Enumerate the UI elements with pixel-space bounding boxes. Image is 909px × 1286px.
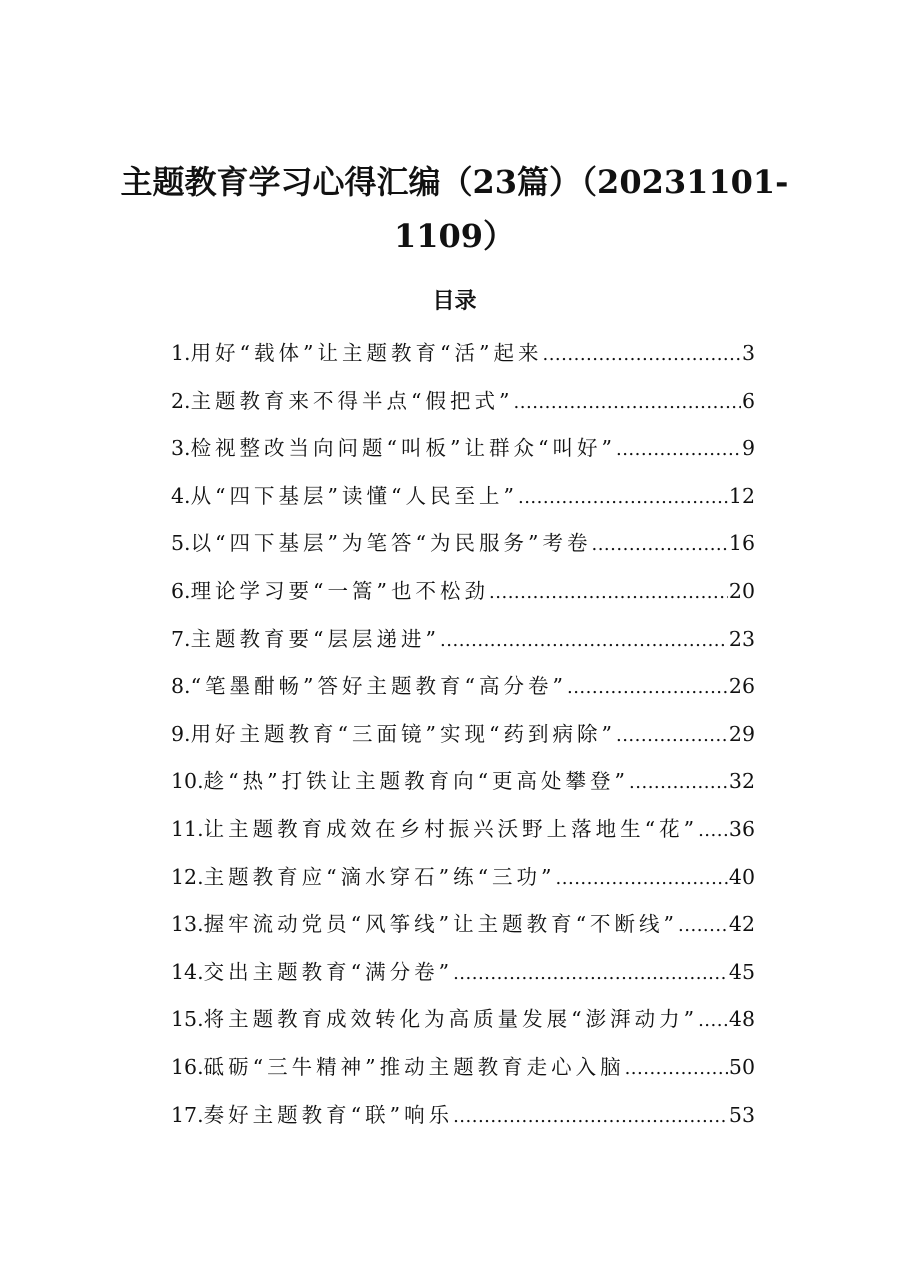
toc-entry-title: 砥砺“三牛精神”推动主题教育走心入脑 [203, 1054, 625, 1079]
toc-entry-15[interactable] [171, 999, 755, 1047]
toc-entry-number: 9. [171, 721, 191, 746]
toc-entry-number: 2. [171, 388, 191, 413]
toc-entry-title: 让主题教育成效在乡村振兴沃野上落地生“花” [203, 816, 699, 841]
toc-entry-11[interactable] [171, 809, 755, 857]
toc-dot-leader [440, 621, 728, 661]
toc-entry-number: 8. [171, 674, 191, 699]
toc-entry-number: 10. [171, 769, 204, 794]
toc-entry-title: 趁“热”打铁让主题教育向“更高处攀登” [203, 769, 630, 794]
toc-entry-title: 从“四下基层”读懂“人民至上” [190, 483, 518, 508]
toc-dot-leader [629, 763, 728, 803]
toc-entry-3[interactable] [171, 428, 755, 476]
toc-dot-leader [453, 954, 728, 994]
toc-entry-title: 用好“载体”让主题教育“活”起来 [190, 341, 543, 365]
toc-entry-number: 16. [171, 1054, 204, 1079]
toc-entry-title: 主题教育要“层层递进” [190, 626, 441, 651]
toc-entry-title: 交出主题教育“满分卷” [203, 959, 454, 984]
toc-entry-page: 29 [728, 721, 755, 746]
toc-entry-page: 16 [728, 531, 755, 556]
toc-entry-page: 40 [728, 864, 755, 889]
toc-entry-number: 15. [171, 1007, 204, 1032]
toc-entry-5[interactable] [171, 523, 755, 571]
toc-entry-number: 12. [171, 864, 204, 889]
toc-dot-leader [616, 430, 741, 470]
toc-entry-number: 3. [171, 436, 191, 461]
toc-entry-title: 将主题教育成效转化为高质量发展“澎湃动力” [203, 1007, 699, 1032]
toc-entry-number: 13. [171, 912, 204, 937]
toc-entry-number: 4. [171, 483, 191, 508]
toc-dot-leader [542, 335, 740, 375]
toc-entry-number: 6. [171, 578, 191, 603]
toc-entry-page: 42 [728, 912, 755, 937]
toc-entry-number: 11. [171, 816, 204, 841]
toc-heading: 目录 [432, 288, 477, 314]
toc-dot-leader [591, 525, 727, 565]
toc-dot-leader [698, 1001, 728, 1041]
toc-entry-1[interactable] [171, 333, 755, 381]
toc-entry-8[interactable] [171, 666, 755, 714]
toc-entry-13[interactable] [171, 904, 755, 952]
toc-dot-leader [616, 716, 728, 756]
toc-entry-page: 3 [741, 341, 755, 365]
toc-entry-number: 1. [171, 341, 191, 365]
toc-dot-leader [556, 859, 728, 899]
toc-entry-4[interactable] [171, 476, 755, 524]
toc-entry-title: 用好主题教育“三面镜”实现“药到病除” [190, 721, 616, 746]
toc-dot-leader [518, 478, 728, 518]
toc-entry-page: 45 [728, 959, 755, 984]
toc-entry-title: 检视整改当向问题“叫板”让群众“叫好” [190, 436, 616, 461]
toc-entry-page: 26 [728, 674, 755, 699]
toc-entry-2[interactable] [171, 381, 755, 429]
toc-dot-leader [514, 383, 741, 423]
page-title-line-2: 1109） [393, 217, 516, 255]
toc-dot-leader [567, 668, 728, 708]
toc-entry-12[interactable] [171, 857, 755, 905]
toc-entry-page: 12 [728, 483, 755, 508]
toc-entry-page: 23 [728, 626, 755, 651]
toc-entry-9[interactable] [171, 714, 755, 762]
toc-entry-number: 14. [171, 959, 204, 984]
toc-entry-page: 6 [741, 388, 755, 413]
toc-entry-17[interactable] [171, 1095, 755, 1143]
toc-entry-title: 握牢流动党员“风筝线”让主题教育“不断线” [203, 912, 679, 937]
toc-entry-10[interactable] [171, 761, 755, 809]
toc-entry-14[interactable] [171, 952, 755, 1000]
toc-entry-page: 9 [741, 436, 755, 461]
toc-dot-leader [453, 1097, 728, 1137]
table-of-contents [171, 333, 755, 1142]
toc-entry-number: 5. [171, 531, 191, 556]
toc-entry-page: 48 [728, 1007, 755, 1032]
toc-entry-7[interactable] [171, 619, 755, 667]
toc-entry-page: 20 [728, 578, 755, 603]
toc-dot-leader [625, 1049, 728, 1089]
toc-entry-title: “笔墨酣畅”答好主题教育“高分卷” [190, 674, 567, 699]
toc-entry-title: 主题教育来不得半点“假把式” [190, 388, 514, 413]
toc-entry-title: 主题教育应“滴水穿石”练“三功” [203, 864, 556, 889]
toc-entry-number: 17. [171, 1102, 204, 1127]
toc-entry-title: 以“四下基层”为笔答“为民服务”考卷 [190, 531, 592, 556]
toc-entry-page: 53 [728, 1102, 755, 1127]
toc-entry-title: 理论学习要“一篙”也不松劲 [190, 578, 490, 603]
page-title-line-1: 主题教育学习心得汇编（23篇）（20231101- [120, 163, 789, 201]
toc-dot-leader [678, 906, 728, 946]
toc-entry-page: 50 [728, 1054, 755, 1079]
toc-entry-page: 36 [728, 816, 755, 841]
toc-entry-title: 奏好主题教育“联”响乐 [203, 1102, 454, 1127]
toc-dot-leader [698, 811, 728, 851]
page-title [100, 155, 809, 263]
toc-entry-page: 32 [728, 769, 755, 794]
toc-entry-number: 7. [171, 626, 191, 651]
toc-entry-16[interactable] [171, 1047, 755, 1095]
toc-dot-leader [489, 573, 728, 613]
toc-entry-6[interactable] [171, 571, 755, 619]
